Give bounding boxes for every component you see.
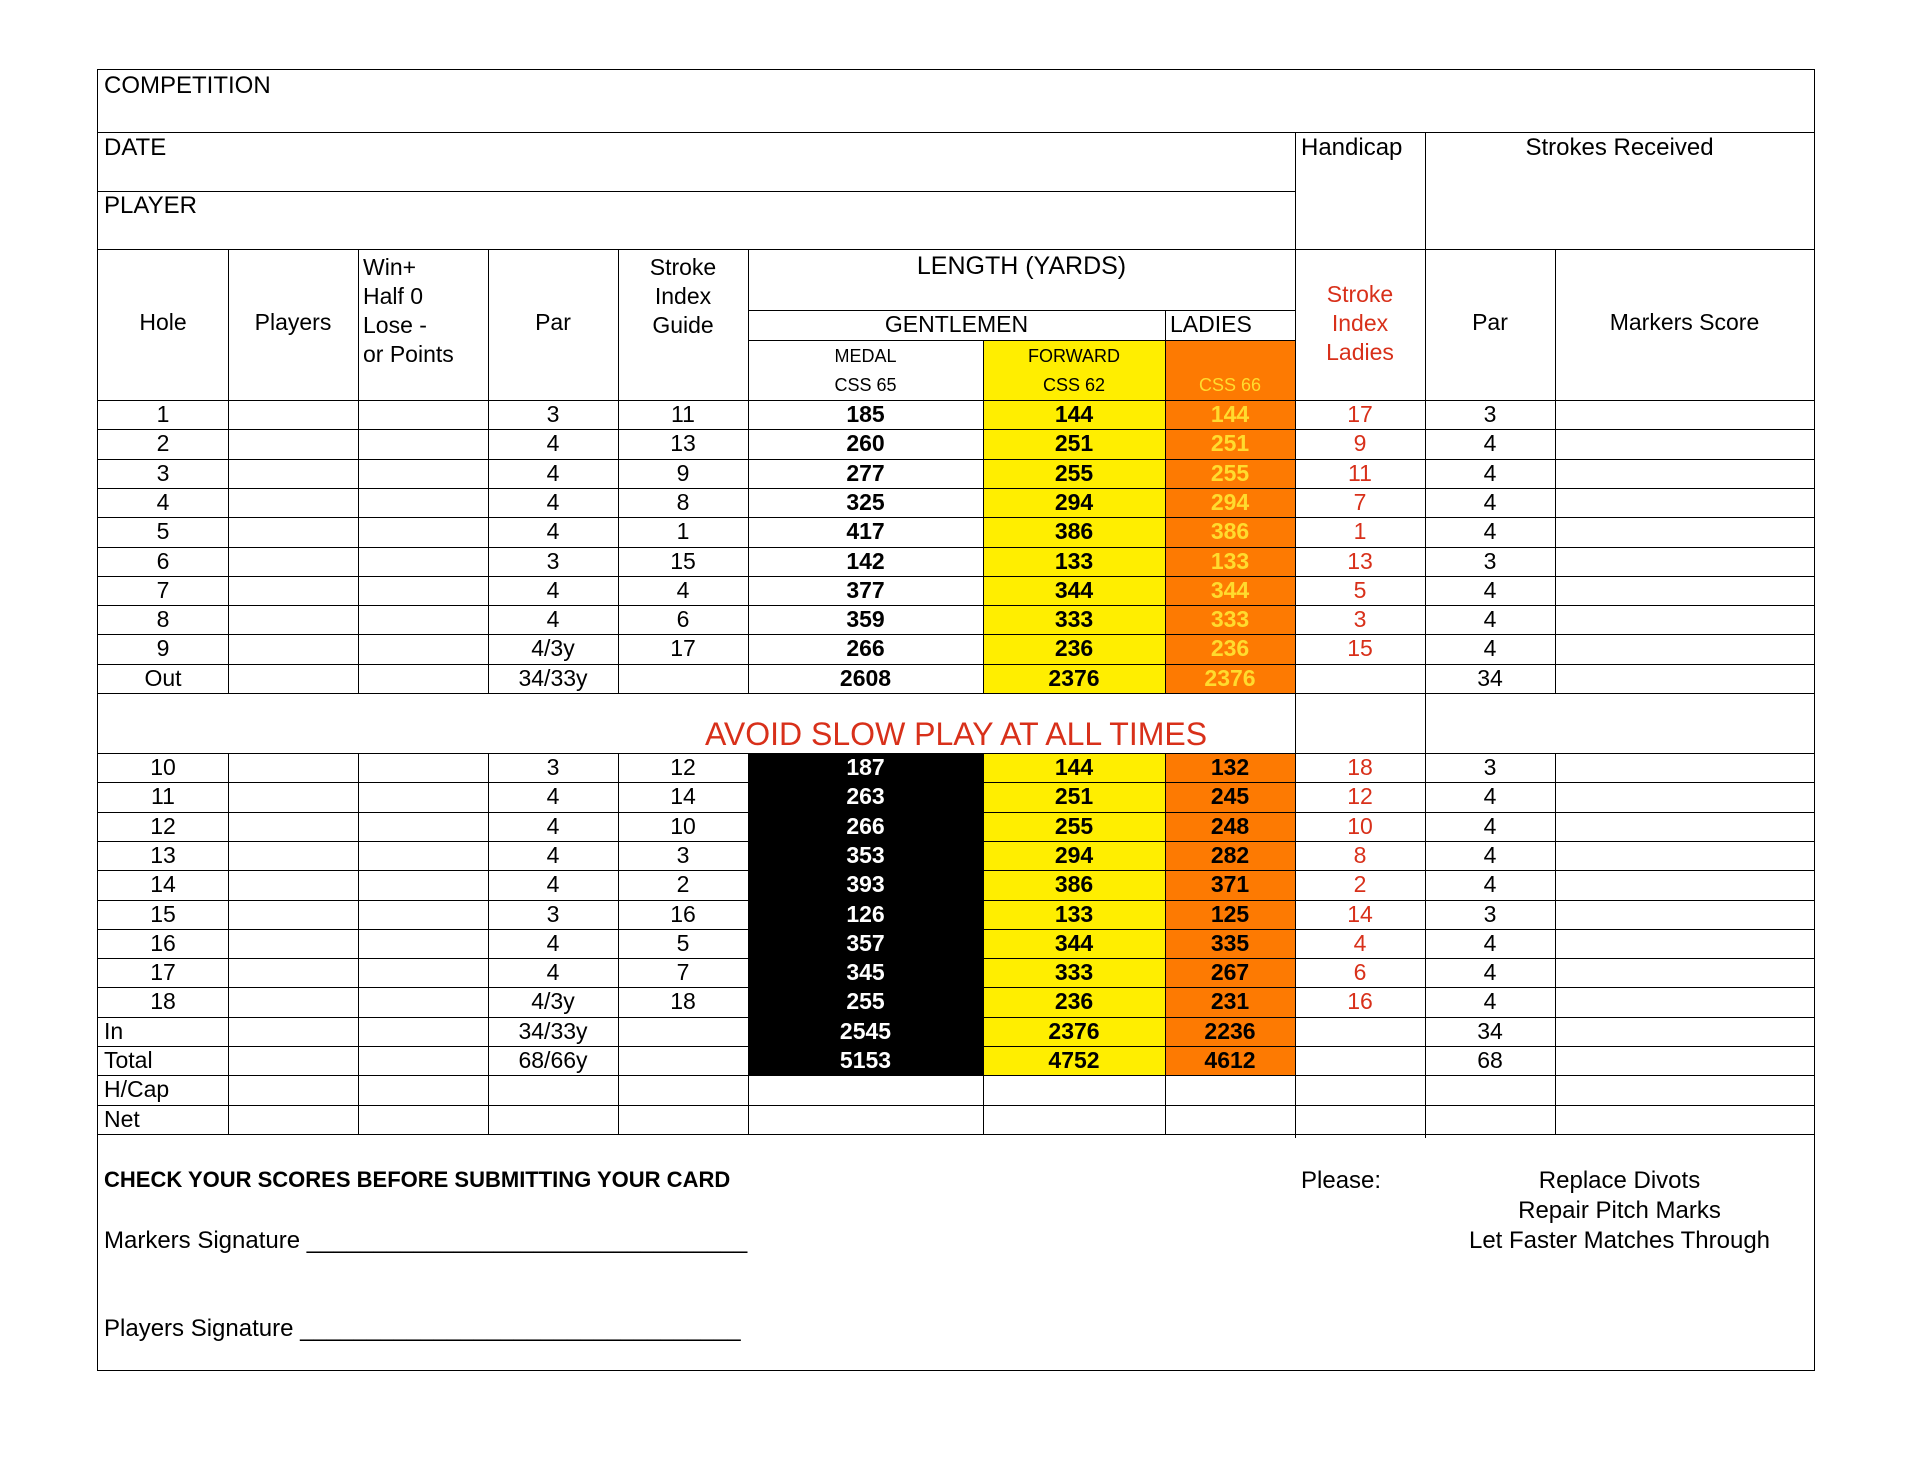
stroke-index-ladies-value: 10 (1347, 812, 1373, 839)
stroke-index-value: 18 (670, 988, 696, 1015)
markers-entry-cell[interactable] (1555, 1105, 1814, 1134)
players-entry-cell[interactable] (228, 488, 358, 517)
par-ladies-value: 3 (1483, 900, 1497, 927)
stroke-index-ladies-value (1295, 664, 1425, 693)
markers-entry-cell[interactable] (1555, 488, 1814, 517)
ladies-yardage: 294 (1210, 488, 1250, 515)
winhalf-entry-cell[interactable] (358, 664, 488, 693)
hole-number: 4 (156, 488, 170, 515)
stroke-index-value: 14 (670, 783, 696, 810)
stroke-index-ladies-value: 8 (1353, 841, 1367, 868)
medal-yardage: 126 (846, 900, 885, 927)
hole-number: 1 (156, 401, 170, 427)
forward-header: FORWARD (1028, 346, 1120, 366)
par-value: 34/33y (518, 664, 588, 691)
stroke-index-ladies-value: 14 (1347, 900, 1373, 927)
etiquette-item: Replace Divots (1538, 1167, 1701, 1194)
col-stroke-index-ladies-header: Stroke Index Ladies (1326, 281, 1394, 365)
par-value: 4 (546, 929, 560, 956)
medal-yardage: 5153 (839, 1047, 892, 1073)
ladies-yardage: 236 (1210, 635, 1250, 662)
player-label: PLAYER (104, 192, 197, 219)
par-ladies-value: 4 (1483, 783, 1497, 810)
winhalf-entry-cell[interactable] (358, 517, 488, 546)
markers-entry-cell[interactable] (1555, 841, 1814, 870)
etiquette-item: Repair Pitch Marks (1518, 1197, 1721, 1224)
winhalf-entry-cell[interactable] (358, 812, 488, 841)
markers-entry-cell[interactable] (1555, 400, 1814, 429)
forward-yardage: 333 (1054, 959, 1094, 986)
markers-entry-cell[interactable] (1555, 1017, 1814, 1046)
forward-yardage: 344 (1054, 929, 1094, 956)
forward-yardage: 4752 (1048, 1047, 1100, 1073)
stroke-index-ladies-value: 15 (1347, 635, 1373, 662)
par-ladies-value: 4 (1483, 871, 1497, 898)
divider (748, 340, 1295, 341)
par-ladies-value: 4 (1483, 576, 1497, 603)
forward-yardage: 144 (1054, 401, 1094, 427)
par-value (488, 1075, 618, 1104)
hole-number: 8 (156, 606, 170, 633)
winhalf-entry-cell[interactable] (358, 782, 488, 811)
winhalf-entry-cell[interactable] (358, 1075, 488, 1104)
medal-yardage: 277 (846, 459, 885, 486)
stroke-index-ladies-value (1295, 1046, 1425, 1075)
divider (98, 132, 1814, 133)
row-line (98, 693, 1814, 694)
ladies-css: CSS 66 (1198, 375, 1262, 395)
hole-number: 10 (150, 754, 176, 780)
players-entry-cell[interactable] (228, 634, 358, 663)
hole-number: Out (144, 664, 182, 691)
stroke-index-value: 11 (671, 401, 695, 427)
players-entry-cell[interactable] (228, 459, 358, 488)
hole-number: 17 (150, 959, 176, 986)
stroke-index-value: 5 (676, 929, 690, 956)
medal-yardage (748, 1075, 983, 1104)
markers-entry-cell[interactable] (1555, 782, 1814, 811)
date-label: DATE (104, 134, 167, 161)
slow-play-banner: AVOID SLOW PLAY AT ALL TIMES (704, 716, 1208, 752)
par-ladies-value: 3 (1483, 547, 1497, 574)
markers-entry-cell[interactable] (1555, 958, 1814, 987)
markers-entry-cell[interactable] (1555, 429, 1814, 458)
medal-yardage: 185 (846, 401, 885, 427)
stroke-index-ladies-value: 11 (1348, 459, 1372, 486)
hole-number: Net (104, 1105, 140, 1132)
ladies-yardage: 144 (1210, 401, 1250, 427)
winhalf-entry-cell[interactable] (358, 576, 488, 605)
par-ladies-value: 3 (1483, 401, 1497, 427)
col-players-header: Players (254, 309, 332, 335)
par-value: 4 (546, 459, 560, 486)
markers-entry-cell[interactable] (1555, 870, 1814, 899)
medal-yardage: 353 (846, 841, 885, 868)
forward-yardage: 133 (1054, 547, 1094, 574)
par-value: 3 (546, 547, 560, 574)
medal-yardage: 255 (846, 988, 885, 1015)
winhalf-entry-cell[interactable] (358, 1105, 488, 1134)
players-entry-cell[interactable] (228, 1075, 358, 1104)
row-line (98, 1134, 1814, 1135)
medal-yardage: 266 (846, 812, 885, 839)
players-entry-cell[interactable] (228, 576, 358, 605)
markers-entry-cell[interactable] (1555, 459, 1814, 488)
par-ladies-value: 34 (1477, 664, 1503, 691)
hole-number: 7 (156, 576, 170, 603)
forward-yardage: 344 (1054, 576, 1094, 603)
winhalf-entry-cell[interactable] (358, 459, 488, 488)
par-ladies-value (1425, 1075, 1555, 1104)
par-value: 4 (546, 783, 560, 810)
forward-yardage: 386 (1054, 871, 1094, 898)
markers-entry-cell[interactable] (1555, 987, 1814, 1016)
winhalf-entry-cell[interactable] (358, 753, 488, 782)
markers-entry-cell[interactable] (1555, 1075, 1814, 1104)
stroke-index-value (618, 1017, 748, 1046)
ladies-yardage: 251 (1210, 430, 1250, 457)
stroke-index-value: 12 (670, 754, 696, 780)
medal-yardage: 2545 (839, 1017, 892, 1044)
competition-label: COMPETITION (104, 72, 271, 99)
par-value: 4 (546, 518, 560, 545)
par-value: 3 (546, 754, 560, 780)
forward-yardage (983, 1075, 1165, 1104)
winhalf-entry-cell[interactable] (358, 429, 488, 458)
ladies-yardage: 2376 (1204, 664, 1256, 691)
ladies-yardage: 245 (1210, 783, 1250, 810)
medal-yardage: 2608 (839, 664, 892, 691)
par-ladies-value: 4 (1483, 606, 1497, 633)
medal-yardage: 142 (846, 547, 885, 574)
col-win-half-lose-header: Win+ Half 0 Lose - or Points (363, 254, 454, 367)
forward-yardage: 386 (1054, 518, 1094, 545)
stroke-index-value (618, 1075, 748, 1104)
winhalf-entry-cell[interactable] (358, 987, 488, 1016)
par-value: 3 (546, 401, 560, 427)
hole-number: 3 (156, 459, 170, 486)
players-entry-cell[interactable] (228, 1105, 358, 1134)
ladies-yardage (1165, 1075, 1295, 1104)
players-entry-cell[interactable] (228, 664, 358, 693)
ladies-header: LADIES (1170, 311, 1252, 337)
medal-yardage: 377 (846, 576, 885, 603)
forward-yardage: 133 (1054, 900, 1094, 927)
par-value: 4 (546, 841, 560, 868)
hole-number: 12 (150, 812, 176, 839)
medal-yardage: 393 (846, 871, 885, 898)
medal-yardage: 325 (846, 488, 885, 515)
players-entry-cell[interactable] (228, 753, 358, 782)
stroke-index-value: 4 (676, 576, 690, 603)
divider (748, 310, 1295, 311)
stroke-index-ladies-value: 5 (1353, 576, 1367, 603)
players-entry-cell[interactable] (228, 870, 358, 899)
par-value: 4 (546, 812, 560, 839)
par-value: 68/66y (518, 1047, 588, 1073)
par-ladies-value (1425, 1105, 1555, 1134)
hole-number: 18 (150, 988, 176, 1015)
strokes-received-label: Strokes Received (1525, 134, 1714, 161)
markers-entry-cell[interactable] (1555, 605, 1814, 634)
hole-number: 5 (156, 518, 170, 545)
medal-yardage: 263 (846, 783, 885, 810)
etiquette-item: Let Faster Matches Through (1468, 1227, 1771, 1254)
par-value: 4 (546, 606, 560, 633)
stroke-index-value (618, 1105, 748, 1134)
par-value: 34/33y (518, 1017, 588, 1044)
ladies-yardage (1165, 1105, 1295, 1134)
forward-yardage: 251 (1054, 783, 1094, 810)
players-entry-cell[interactable] (228, 841, 358, 870)
ladies-yardage: 133 (1210, 547, 1250, 574)
hole-number: 6 (156, 547, 170, 574)
hole-number: 14 (150, 871, 176, 898)
ladies-yardage: 2236 (1204, 1017, 1256, 1044)
par-ladies-value: 4 (1483, 929, 1497, 956)
winhalf-entry-cell[interactable] (358, 841, 488, 870)
par-value: 4/3y (531, 988, 575, 1015)
scorecard (97, 69, 1815, 1371)
divider (98, 191, 1295, 192)
markers-entry-cell[interactable] (1555, 812, 1814, 841)
players-entry-cell[interactable] (228, 812, 358, 841)
markers-entry-cell[interactable] (1555, 929, 1814, 958)
par-ladies-value: 3 (1483, 754, 1497, 780)
par-value: 4 (546, 488, 560, 515)
par-value (488, 1105, 618, 1134)
stroke-index-value (618, 664, 748, 693)
players-entry-cell[interactable] (228, 1046, 358, 1075)
forward-yardage: 294 (1054, 488, 1094, 515)
winhalf-entry-cell[interactable] (358, 929, 488, 958)
winhalf-entry-cell[interactable] (358, 958, 488, 987)
stroke-index-ladies-value (1295, 1017, 1425, 1046)
forward-yardage: 144 (1054, 754, 1094, 780)
markers-entry-cell[interactable] (1555, 664, 1814, 693)
par-value: 3 (546, 900, 560, 927)
stroke-index-ladies-value: 9 (1353, 430, 1367, 457)
par-value: 4 (546, 959, 560, 986)
ladies-yardage: 371 (1210, 871, 1250, 898)
par-value: 4 (546, 430, 560, 457)
ladies-yardage: 335 (1210, 929, 1250, 956)
winhalf-entry-cell[interactable] (358, 870, 488, 899)
stroke-index-value: 2 (676, 871, 690, 898)
forward-yardage: 294 (1054, 841, 1094, 868)
ladies-yardage: 344 (1210, 576, 1250, 603)
forward-yardage (983, 1105, 1165, 1134)
winhalf-entry-cell[interactable] (358, 400, 488, 429)
players-signature-line[interactable]: Players Signature _________________________________ (104, 1315, 741, 1342)
players-entry-cell[interactable] (228, 987, 358, 1016)
stroke-index-value: 7 (676, 959, 690, 986)
medal-yardage (748, 1105, 983, 1134)
stroke-index-ladies-value: 18 (1347, 754, 1373, 780)
col-markers-score-header: Markers Score (1609, 309, 1760, 335)
check-scores-notice: CHECK YOUR SCORES BEFORE SUBMITTING YOUR CARD (104, 1167, 731, 1192)
stroke-index-value: 9 (676, 459, 690, 486)
medal-yardage: 187 (846, 754, 885, 780)
players-entry-cell[interactable] (228, 782, 358, 811)
stroke-index-ladies-value (1295, 1075, 1425, 1104)
ladies-yardage: 255 (1210, 459, 1250, 486)
medal-yardage: 266 (846, 635, 885, 662)
par-ladies-value: 4 (1483, 430, 1497, 457)
col-par-ladies-header: Par (1472, 309, 1508, 335)
par-value: 4/3y (531, 635, 575, 662)
handicap-label: Handicap (1301, 134, 1403, 161)
stroke-index-value: 3 (676, 841, 690, 868)
ladies-yardage: 248 (1210, 812, 1250, 839)
ladies-yardage: 231 (1210, 988, 1250, 1015)
stroke-index-value: 15 (670, 547, 696, 574)
winhalf-entry-cell[interactable] (358, 547, 488, 576)
par-value: 4 (546, 576, 560, 603)
forward-yardage: 255 (1054, 459, 1094, 486)
markers-entry-cell[interactable] (1555, 900, 1814, 929)
forward-yardage: 2376 (1048, 664, 1100, 691)
winhalf-entry-cell[interactable] (358, 1017, 488, 1046)
ladies-yardage: 386 (1210, 518, 1250, 545)
stroke-index-value: 6 (676, 606, 690, 633)
stroke-index-ladies-value: 17 (1347, 401, 1373, 427)
length-yards-header: LENGTH (YARDS) (916, 252, 1127, 280)
hole-number: H/Cap (104, 1076, 170, 1103)
forward-css: CSS 62 (1042, 375, 1106, 395)
col-hole-header: Hole (139, 309, 187, 335)
par-ladies-value: 4 (1483, 959, 1497, 986)
par-ladies-value: 4 (1483, 988, 1497, 1015)
stroke-index-ladies-value: 6 (1353, 959, 1367, 986)
please-label: Please: (1301, 1167, 1382, 1194)
stroke-index-value: 8 (676, 488, 690, 515)
ladies-yardage: 267 (1210, 959, 1250, 986)
hole-number: 15 (150, 900, 176, 927)
winhalf-entry-cell[interactable] (358, 900, 488, 929)
par-ladies-value: 4 (1483, 812, 1497, 839)
medal-css: CSS 65 (834, 375, 897, 395)
ladies-yardage: 282 (1210, 841, 1250, 868)
hole-number: 16 (150, 929, 176, 956)
stroke-index-value: 16 (670, 900, 696, 927)
markers-entry-cell[interactable] (1555, 634, 1814, 663)
par-ladies-value: 4 (1483, 841, 1497, 868)
stroke-index-ladies-value: 13 (1347, 547, 1373, 574)
stroke-index-value (618, 1046, 748, 1075)
winhalf-entry-cell[interactable] (358, 634, 488, 663)
forward-yardage: 333 (1054, 606, 1094, 633)
forward-yardage: 251 (1054, 430, 1094, 457)
ladies-yardage: 4612 (1204, 1047, 1256, 1073)
stroke-index-value: 17 (670, 635, 696, 662)
medal-yardage: 260 (846, 430, 885, 457)
stroke-index-ladies-value: 2 (1353, 871, 1367, 898)
ladies-yardage: 125 (1210, 900, 1250, 927)
medal-yardage: 357 (846, 929, 885, 956)
par-ladies-value: 4 (1483, 635, 1497, 662)
players-entry-cell[interactable] (228, 429, 358, 458)
ladies-yardage: 333 (1210, 606, 1250, 633)
winhalf-entry-cell[interactable] (358, 1046, 488, 1075)
stroke-index-ladies-value: 12 (1347, 783, 1373, 810)
players-entry-cell[interactable] (228, 929, 358, 958)
par-ladies-value: 4 (1483, 518, 1497, 545)
col-par-header: Par (535, 309, 571, 335)
markers-entry-cell[interactable] (1555, 576, 1814, 605)
markers-entry-cell[interactable] (1555, 547, 1814, 576)
stroke-index-ladies-value (1295, 1105, 1425, 1134)
stroke-index-value: 1 (676, 518, 690, 545)
markers-signature-line[interactable]: Markers Signature _________________________________ (104, 1227, 748, 1254)
stroke-index-ladies-value: 16 (1347, 988, 1373, 1015)
par-ladies-value: 68 (1477, 1047, 1503, 1073)
medal-yardage: 359 (846, 606, 885, 633)
players-entry-cell[interactable] (228, 900, 358, 929)
players-entry-cell[interactable] (228, 958, 358, 987)
medal-header: MEDAL (834, 346, 897, 366)
markers-entry-cell[interactable] (1555, 517, 1814, 546)
stroke-index-ladies-value: 1 (1353, 518, 1367, 545)
stroke-index-value: 13 (670, 430, 696, 457)
players-entry-cell[interactable] (228, 605, 358, 634)
medal-yardage: 345 (846, 959, 885, 986)
medal-yardage: 417 (846, 518, 885, 545)
hole-number: 2 (156, 430, 170, 457)
par-ladies-value: 4 (1483, 488, 1497, 515)
forward-yardage: 2376 (1048, 1017, 1100, 1044)
forward-yardage: 236 (1054, 635, 1094, 662)
winhalf-entry-cell[interactable] (358, 605, 488, 634)
players-entry-cell[interactable] (228, 517, 358, 546)
par-value: 4 (546, 871, 560, 898)
hole-number: 13 (150, 841, 176, 868)
par-ladies-value: 34 (1477, 1017, 1503, 1044)
hole-number: Total (104, 1047, 153, 1073)
stroke-index-ladies-value: 7 (1353, 488, 1367, 515)
players-entry-cell[interactable] (228, 1017, 358, 1046)
ladies-yardage: 132 (1210, 754, 1250, 780)
hole-number: In (104, 1017, 124, 1044)
par-ladies-value: 4 (1483, 459, 1497, 486)
winhalf-entry-cell[interactable] (358, 488, 488, 517)
players-entry-cell[interactable] (228, 547, 358, 576)
markers-entry-cell[interactable] (1555, 753, 1814, 782)
gentlemen-header: GENTLEMEN (884, 311, 1029, 337)
stroke-index-value: 10 (670, 812, 696, 839)
col-stroke-index-guide-header: Stroke Index Guide (649, 254, 717, 338)
players-entry-cell[interactable] (228, 400, 358, 429)
forward-yardage: 236 (1054, 988, 1094, 1015)
forward-yardage: 255 (1054, 812, 1094, 839)
hole-number: 11 (151, 783, 175, 810)
hole-number: 9 (156, 635, 170, 662)
stroke-index-ladies-value: 4 (1353, 929, 1367, 956)
markers-entry-cell[interactable] (1555, 1046, 1814, 1075)
stroke-index-ladies-value: 3 (1353, 606, 1367, 633)
